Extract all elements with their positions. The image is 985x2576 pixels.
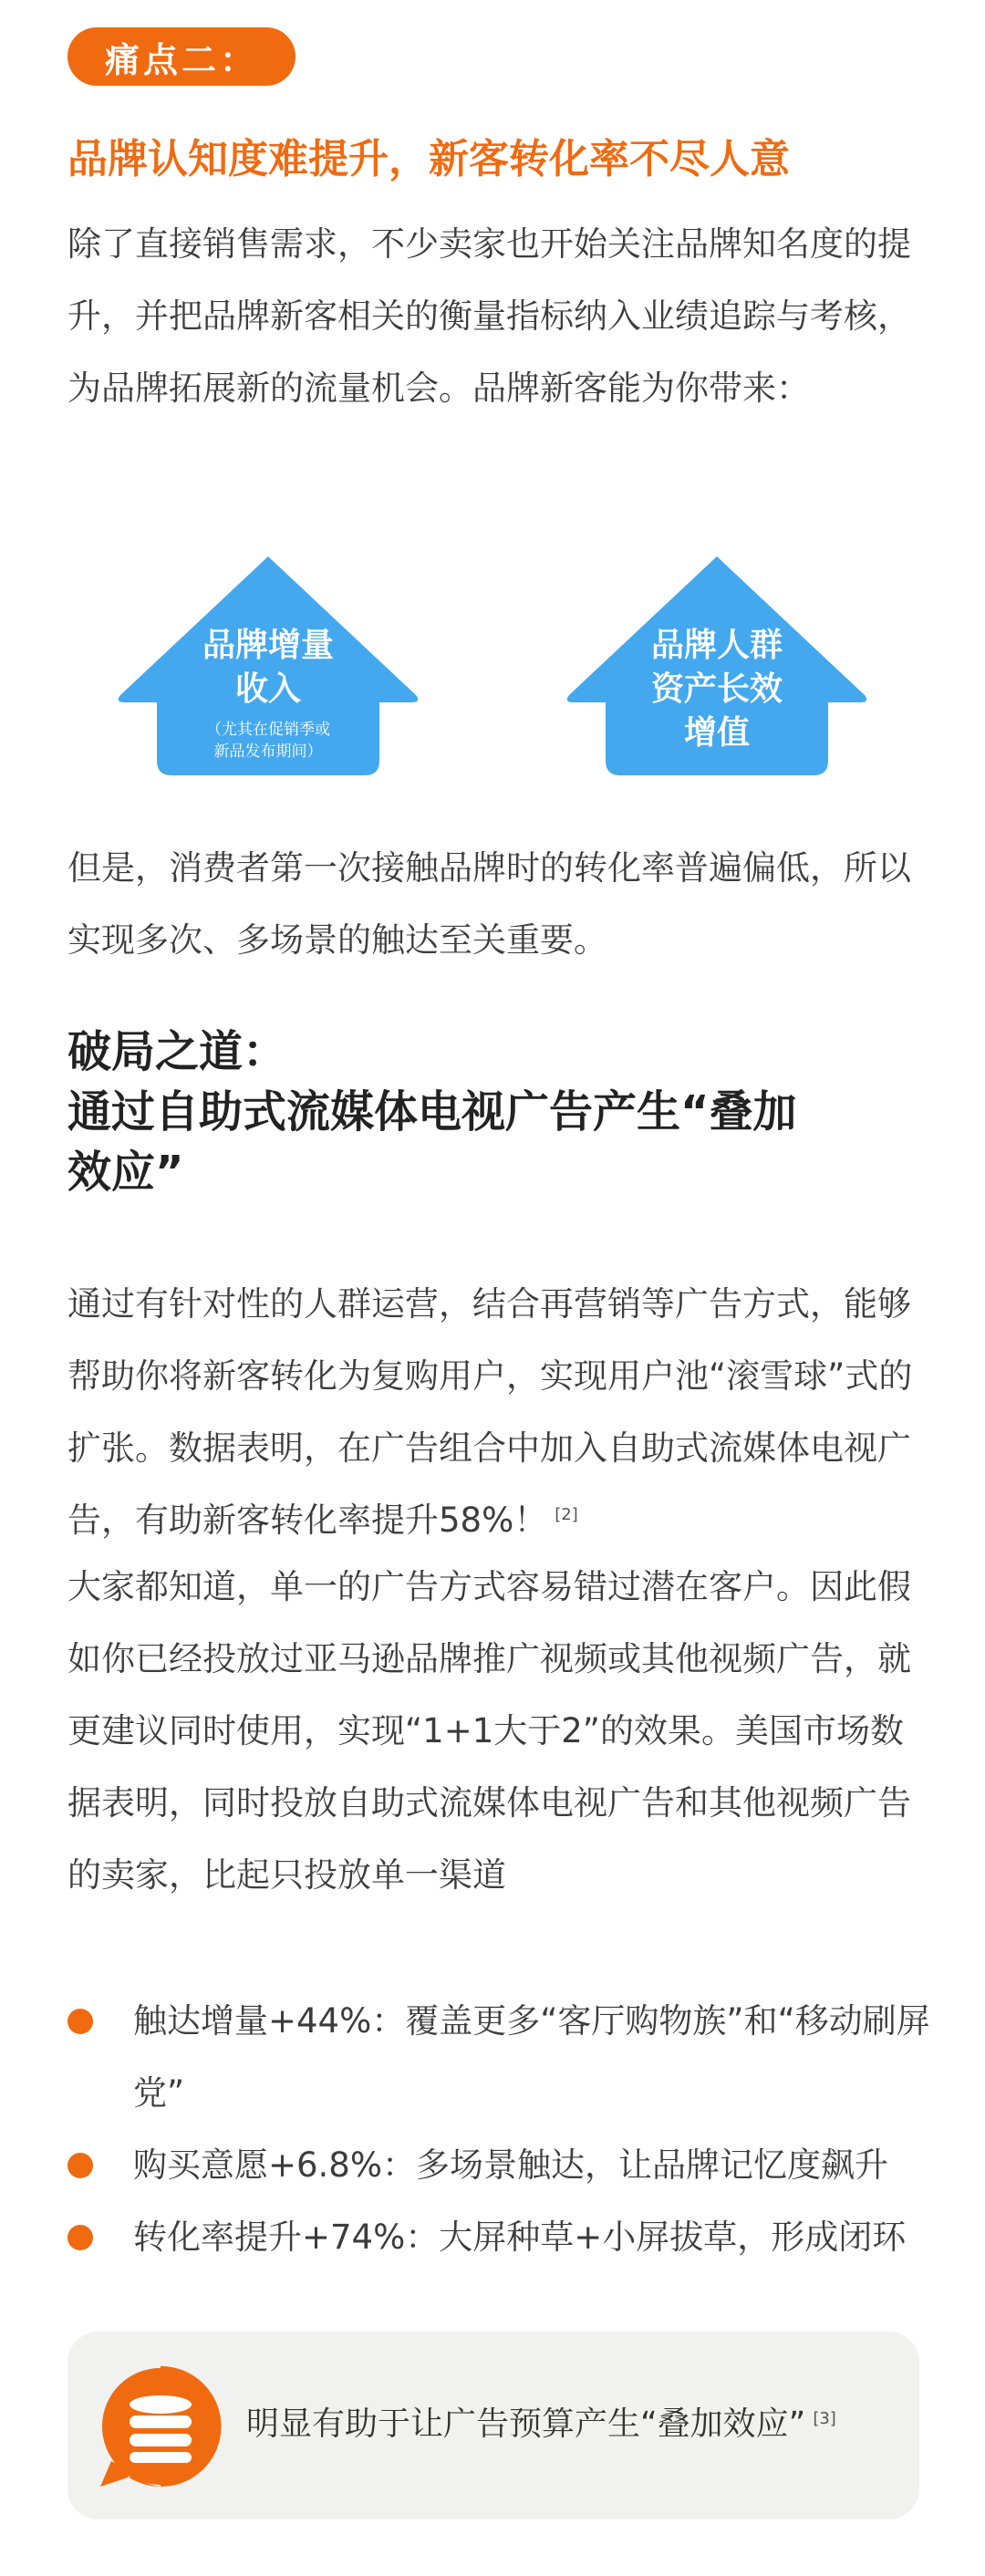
conversion-paragraph: 但是，消费者第一次接触品牌时的转化率普遍偏低，所以实现多次、多场景的触达至关重要。 bbox=[67, 848, 911, 960]
intro-paragraph: 除了直接销售需求，不少卖家也开始关注品牌知名度的提升，并把品牌新客相关的衡量指标纳入业绩追踪与考核，为品牌拓展新的流量机会。品牌新客能为你带来： bbox=[67, 224, 911, 408]
house-card-audience bbox=[564, 549, 870, 777]
bullet-dot-icon bbox=[67, 2153, 93, 2178]
section-title: 破局之道： 通过自助式流媒体电视广告产生“叠加 效应” bbox=[67, 1026, 797, 1198]
pain-point-tag: 痛点二： bbox=[67, 27, 296, 86]
bullet-dot-icon bbox=[67, 2225, 93, 2250]
house-card-revenue bbox=[115, 549, 421, 777]
summary-card bbox=[67, 2332, 919, 2519]
house-1-label: 品牌增量 收入 bbox=[202, 627, 334, 708]
list-item: 购买意愿+6.8%：多场景触达，让品牌记忆度飙升 bbox=[67, 2129, 943, 2201]
house-1-note: （尤其在促销季或 新品发布期间） bbox=[206, 721, 330, 761]
summary-text: 明显有助于让广告预算产生“叠加效应” [3] bbox=[246, 2405, 836, 2443]
stats-list bbox=[67, 1985, 943, 2273]
pain-point-subtitle: 品牌认知度难提升，新客转化率不尽人意 bbox=[67, 136, 790, 182]
data-paragraph: 大家都知道，单一的广告方式容易错过潜在客户。因此假如你已经投放过亚马逊品牌推广视频或其他视频广告，就更建议同时使用，实现“1+1大于2”的效果。美国市场数据表明，同时投放自助式流媒体电视广告和其他视频广告的卖家，比起只投放单一渠道 bbox=[67, 1567, 911, 1895]
house-2-label: 品牌人群 资产长效 增值 bbox=[650, 627, 783, 752]
strategy-paragraph: 通过有针对性的人群运营，结合再营销等广告方式，能够帮助你将新客转化为复购用户，实现用户池“滚雪球”式的扩张。数据表明，在广告组合中加入自助式流媒体电视广告，有助新客转化率提升58%！ [2] bbox=[67, 1284, 913, 1540]
list-item: 触达增量+44%：覆盖更多“客厅购物族”和“移动刷屏党” bbox=[67, 1985, 943, 2129]
list-item: 转化率提升+74%：大屏种草+小屏拔草，形成闭环 bbox=[67, 2201, 943, 2273]
reference-3: [3] bbox=[813, 2409, 836, 2428]
reference-2: [2] bbox=[555, 1505, 578, 1524]
bullet-dot-icon bbox=[67, 2009, 93, 2034]
coin-stack-icon bbox=[97, 2363, 224, 2490]
